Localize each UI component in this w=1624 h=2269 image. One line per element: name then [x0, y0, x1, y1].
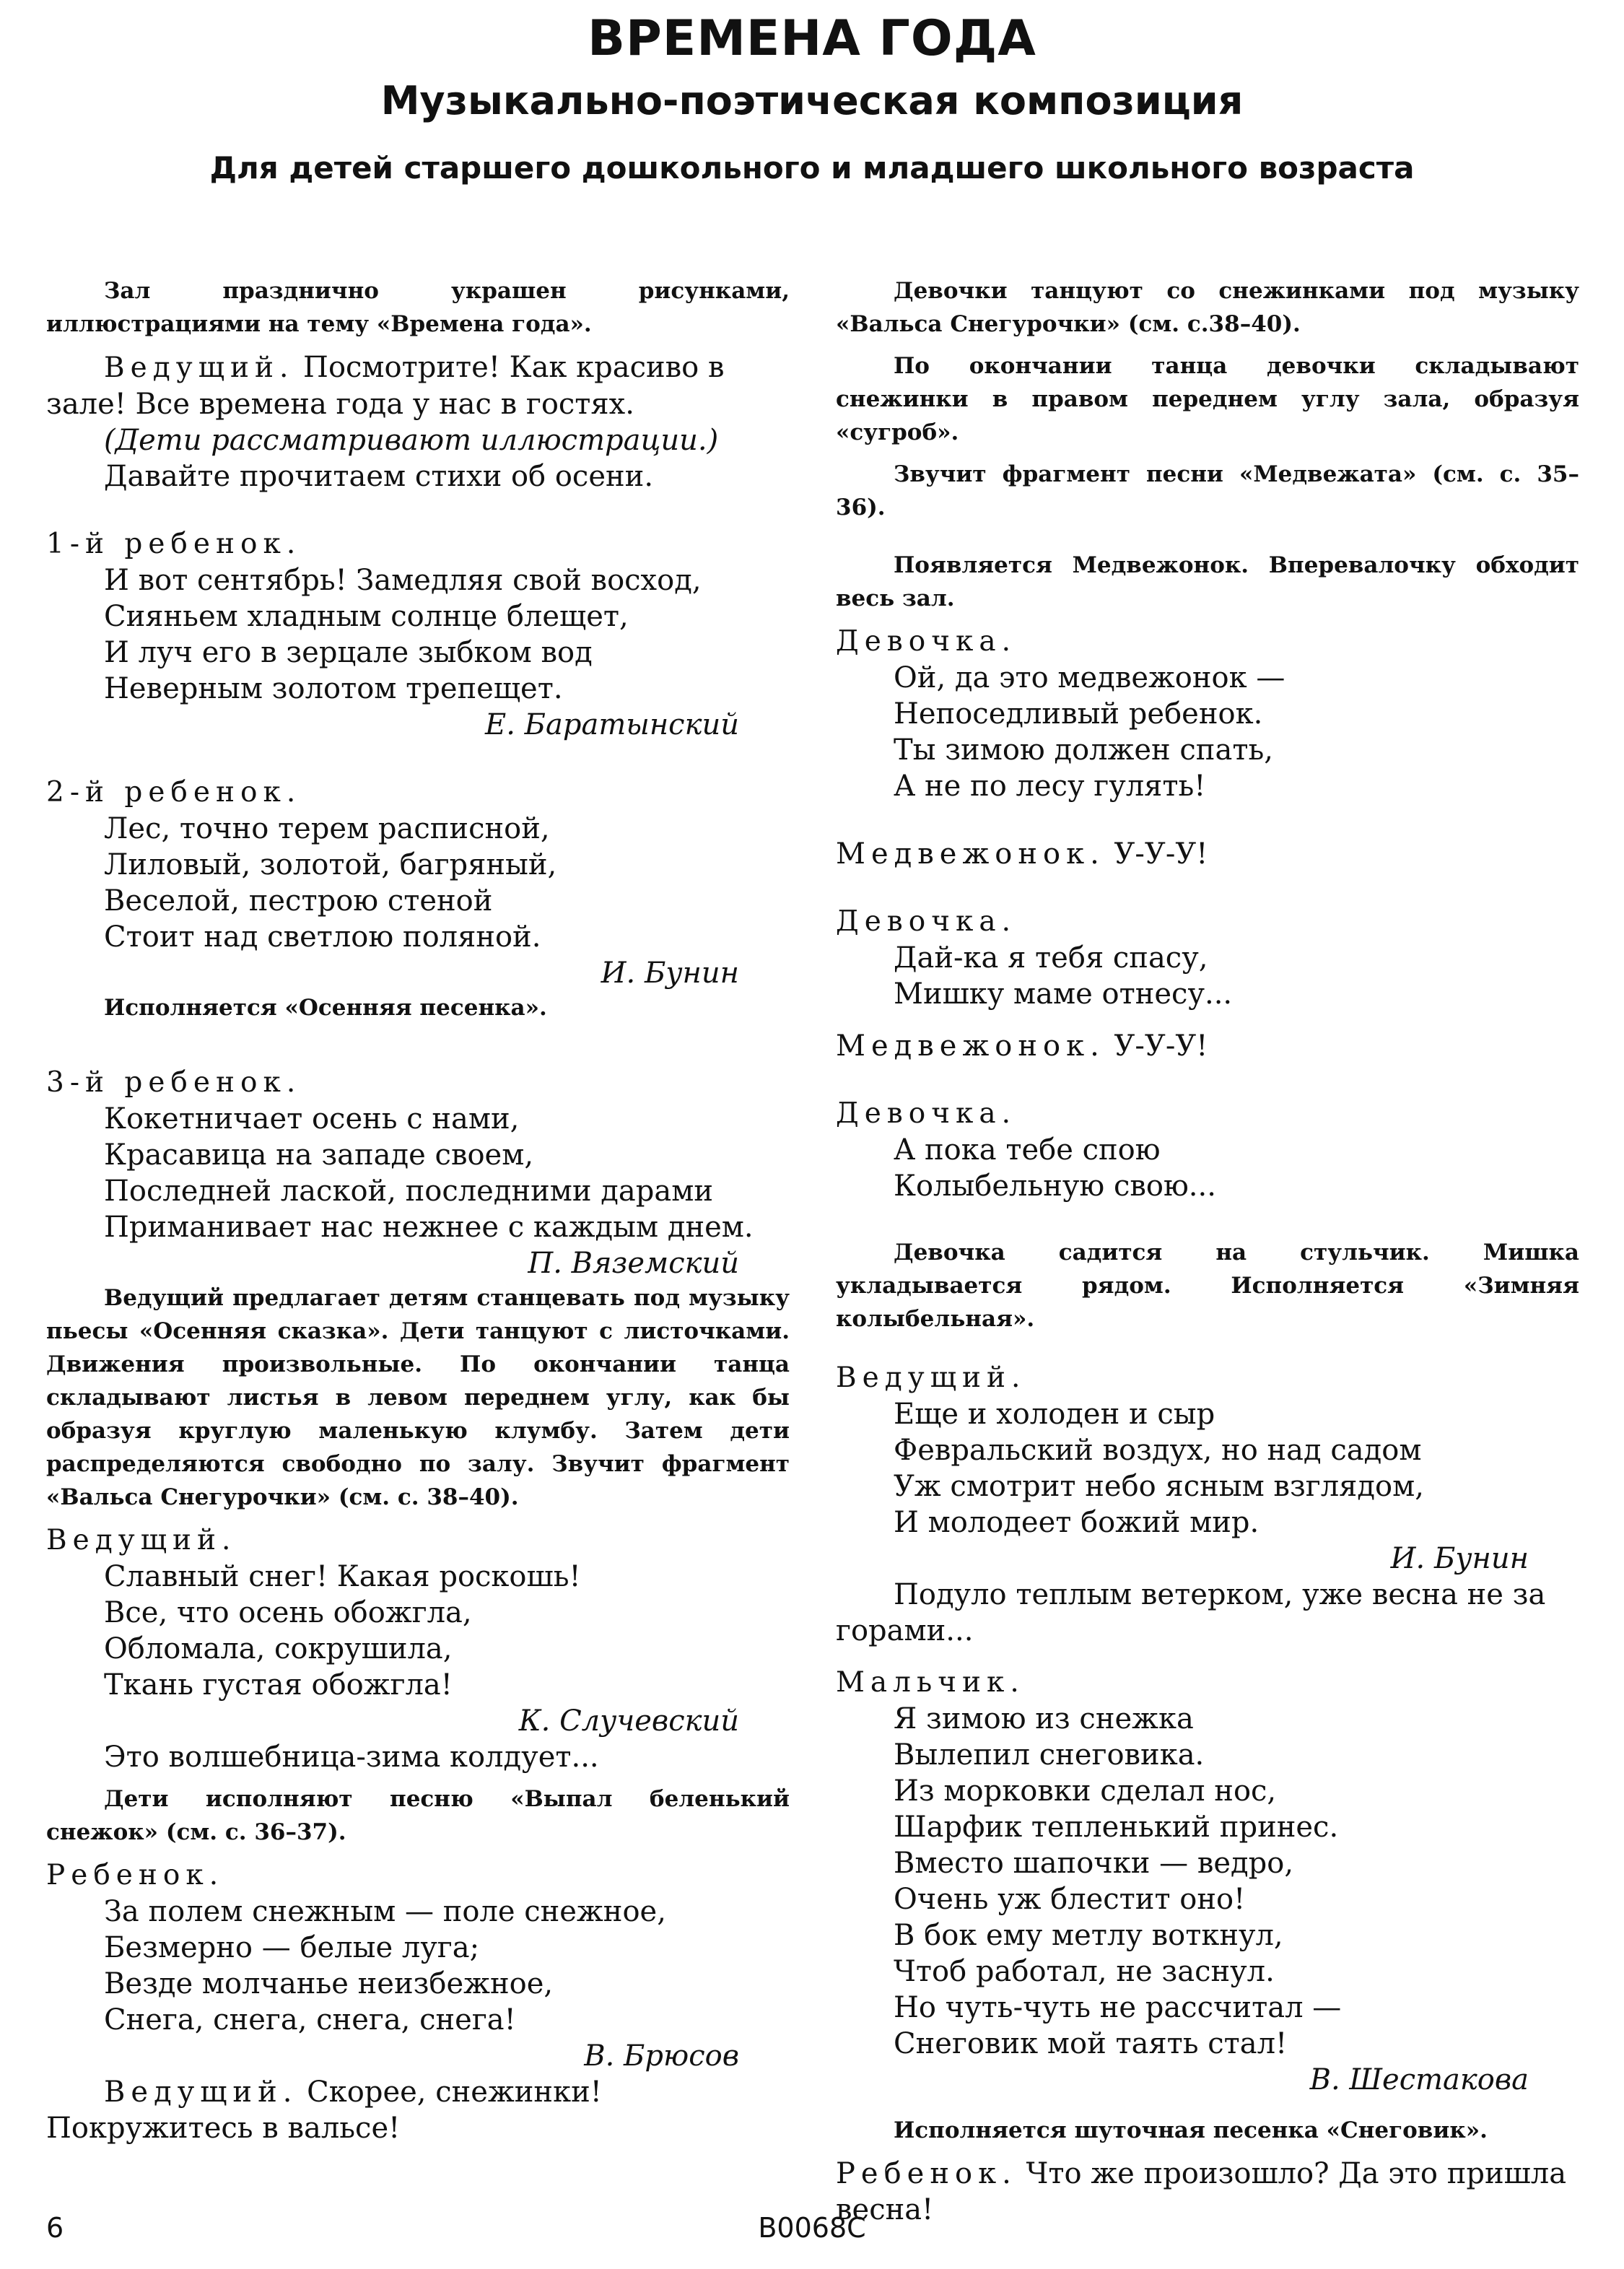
verse-line: Февральский воздух, но над садом — [894, 1434, 1422, 1467]
verse-line: Неверным золотом трепещет. — [104, 672, 563, 705]
stage-direction: Девочки танцуют со снежинками под музыку «Вальса Снегурочки» (см. с.38–40). — [836, 278, 1579, 337]
poem-author: В. Брюсов — [584, 2039, 739, 2073]
speaker-name: Ребенок. — [836, 2157, 1017, 2190]
poem-author: П. Вяземский — [528, 1247, 739, 1280]
verse-line: Непоседливый ребенок. — [894, 697, 1263, 731]
verse-line: Стоит над светлою поляной. — [104, 920, 541, 954]
verse-line: Очень уж блестит оно! — [894, 1883, 1246, 1916]
verse-line: Ты зимою должен спать, — [894, 733, 1273, 767]
page-title: ВРЕМЕНА ГОДА — [588, 10, 1036, 67]
verse-line: Сияньем хладным солнце блещет, — [104, 600, 629, 633]
verse-line: Лес, точно терем расписной, — [104, 812, 550, 845]
verse-line: Чтоб работал, не заснул. — [894, 1955, 1275, 1988]
verse-line: Я зимою из снежка — [894, 1702, 1194, 1735]
stage-direction: Дети исполняют песню «Выпал беленький снежок» (см. с. 36–37). — [46, 1786, 790, 1845]
verse-line: Ой, да это медвежонок — — [894, 661, 1285, 694]
verse-line: Вместо шапочки — ведро, — [894, 1847, 1294, 1880]
verse-line: Дай-ка я тебя спасу, — [894, 941, 1208, 975]
verse-line: Последней лаской, последними дарами — [104, 1175, 713, 1208]
stage-direction: По окончании танца девочки складывают снежинки в правом переднем углу зала, образуя «сугроб». — [836, 353, 1579, 445]
verse-line: Шарфик тепленький принес. — [894, 1811, 1339, 1844]
verse-line: Все, что осень обожгла, — [104, 1596, 472, 1629]
stage-direction: Ведущий предлагает детям станцевать под музыку пьесы «Осенняя сказка». Дети танцуют с листочками. Движения произвольные. По окончании танца складывают листья в левом переднем углу, как бы образуя круглую маленькую клумбу. Затем дети распределяются свободно по залу. Звучит фрагмент «Вальса Снегурочки» (см. с. 38–40). — [46, 1285, 790, 1510]
verse-line: Ткань густая обожгла! — [104, 1668, 453, 1702]
verse-line: Вылепил снеговика. — [894, 1738, 1205, 1772]
stage-direction: Зал празднично украшен рисунками, иллюстрациями на тему «Времена года». — [46, 278, 790, 337]
verse-line: Веселой, пестрою стеной — [104, 884, 493, 918]
poem-author: И. Бунин — [601, 957, 739, 990]
speech-text: Это волшебница-зима колдует... — [104, 1741, 599, 1774]
speech-text: Посмотрите! Как красиво в зале! Все времена года у нас в гостях. — [46, 351, 725, 421]
poem-author: К. Случевский — [518, 1704, 739, 1738]
verse-line: Безмерно — белые луга; — [104, 1931, 480, 1964]
audience-line: Для детей старшего дошкольного и младшего школьного возраста — [209, 150, 1415, 186]
verse-line: Приманивает нас нежнее с каждым днем. — [104, 1211, 754, 1244]
verse-line: Снеговик мой таять стал! — [894, 2027, 1288, 2060]
verse-line: За полем снежным — поле снежное, — [104, 1895, 666, 1928]
stage-direction: Исполняется «Осенняя песенка». — [104, 995, 547, 1021]
speaker-name: Мальчик. — [836, 1666, 1025, 1699]
verse-line: Кокетничает осень с нами, — [104, 1102, 520, 1136]
host-speech — [46, 349, 790, 422]
verse-line: Везде молчанье неизбежное, — [104, 1967, 554, 2000]
speaker-name: Девочка. — [836, 1097, 1017, 1130]
right-column — [836, 274, 1579, 2228]
verse-line: Мишку маме отнесу... — [894, 977, 1233, 1011]
verse-line: И вот сентябрь! Замедляя свой восход, — [104, 564, 702, 597]
verse-line: Еще и холоден и сыр — [894, 1398, 1215, 1431]
document-code: В0068С — [758, 2212, 866, 2244]
speech-text: Давайте прочитаем стихи об осени. — [104, 460, 654, 493]
verse-line: Уж смотрит небо ясным взглядом, — [894, 1470, 1424, 1503]
verse-line: Из морковки сделал нос, — [894, 1774, 1277, 1808]
host-speech — [46, 2074, 790, 2146]
poem-author: И. Бунин — [1390, 1542, 1529, 1575]
page-subtitle: Музыкально-поэтическая композиция — [380, 78, 1244, 123]
verse-line: А не по лесу гулять! — [894, 770, 1206, 803]
verse-line: В бок ему метлу воткнул, — [894, 1919, 1283, 1952]
verse-line: Обломала, сокрушила, — [104, 1632, 453, 1665]
speaker-name: 3-й ребенок. — [46, 1066, 302, 1099]
speaker-name: Медвежонок. — [836, 1029, 1105, 1063]
speech-text: У-У-У! — [1104, 837, 1208, 871]
speaker-name: Ребенок. — [46, 1859, 224, 1891]
verse-line: Славный снег! Какая роскошь! — [104, 1560, 581, 1593]
poem-author: В. Шестакова — [1309, 2063, 1529, 2096]
speaker-name: Ведущий. — [836, 1362, 1026, 1394]
speaker-name: Девочка. — [836, 905, 1017, 938]
verse-line: А пока тебе спою — [894, 1133, 1161, 1167]
stage-direction: Девочка садится на стульчик. Мишка укладывается рядом. Исполняется «Зимняя колыбельная». — [836, 1240, 1579, 1332]
verse-line: И молодеет божий мир. — [894, 1506, 1260, 1539]
verse-line: Лиловый, золотой, багряный, — [104, 848, 557, 881]
speech-text: Подуло теплым ветерком, уже весна не за горами... — [836, 1578, 1546, 1647]
bear-speech — [836, 836, 1579, 872]
speaker-name: Ведущий. — [104, 2076, 298, 2109]
speech-text: Что же произошло? Да это пришла весна! — [836, 2157, 1567, 2226]
verse-line: Снега, снега, снега, снега! — [104, 2003, 516, 2037]
verse-line: Колыбельную свою... — [894, 1170, 1216, 1203]
left-column — [46, 274, 790, 2146]
speaker-name: 2-й ребенок. — [46, 776, 302, 809]
stage-direction: Появляется Медвежонок. Вперевалочку обходит весь зал. — [836, 552, 1579, 611]
verse-line: Красавица на западе своем, — [104, 1138, 534, 1172]
speaker-name: Ведущий. — [46, 1524, 237, 1556]
speaker-name: Девочка. — [836, 625, 1017, 658]
verse-line: И луч его в зерцале зыбком вод — [104, 636, 593, 669]
poem-author: Е. Баратынский — [485, 708, 739, 741]
stage-direction: Исполняется шуточная песенка «Снеговик». — [894, 2117, 1488, 2143]
speaker-name: Медвежонок. — [836, 837, 1105, 871]
page-number: 6 — [46, 2212, 64, 2244]
verse-line: Но чуть-чуть не рассчитал — — [894, 1991, 1342, 2024]
speaker-name: 1-й ребенок. — [46, 528, 302, 560]
stage-direction: Звучит фрагмент песни «Медвежата» (см. с. 35–36). — [836, 461, 1579, 521]
stage-direction-inline: (Дети рассматривают иллюстрации.) — [104, 424, 719, 457]
speaker-name: Ведущий. — [104, 352, 294, 384]
bear-speech — [836, 1028, 1579, 1064]
speech-text: У-У-У! — [1104, 1029, 1208, 1063]
speech-text: Скорее, снежинки! Покружитесь в вальсе! — [46, 2076, 602, 2145]
